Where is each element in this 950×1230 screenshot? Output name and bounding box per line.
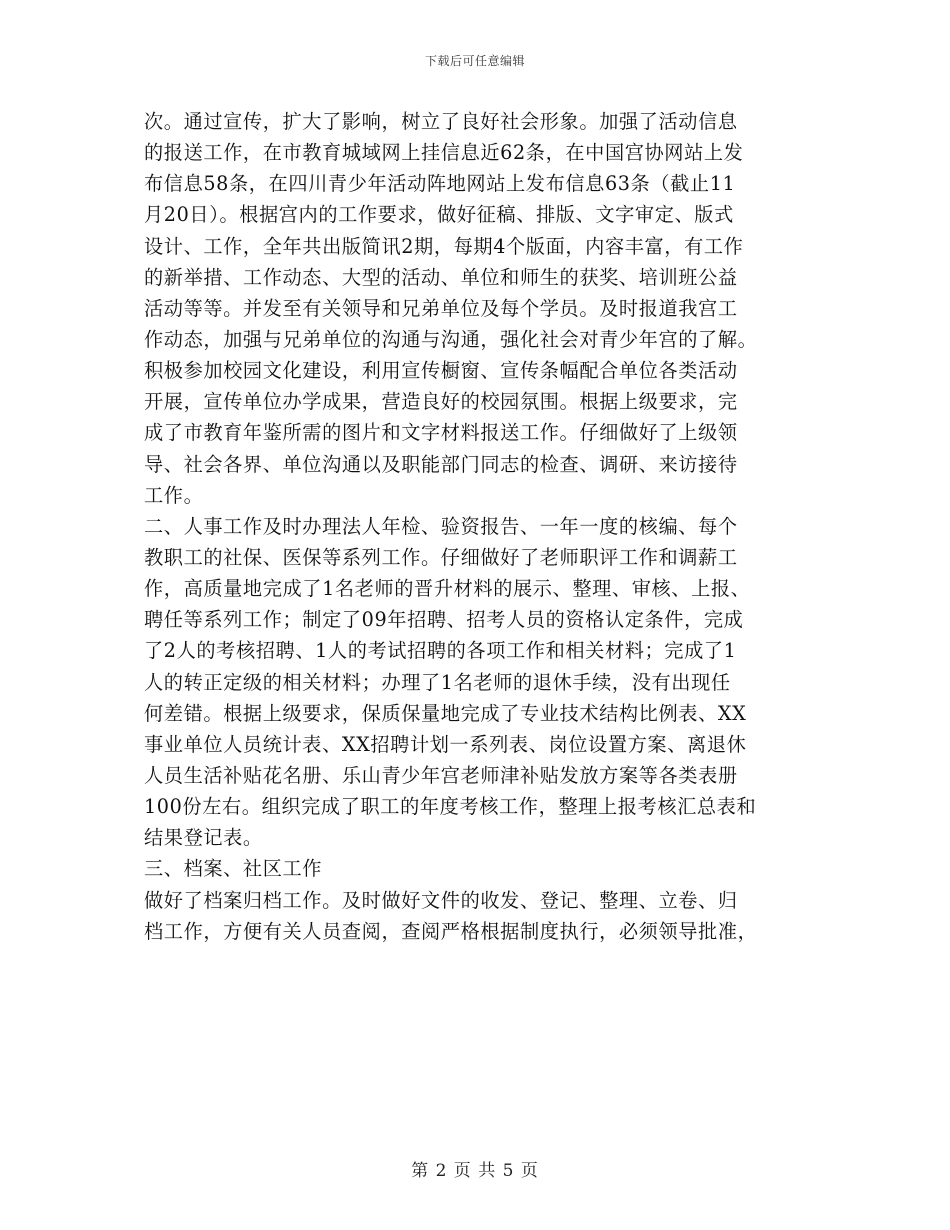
- text-line: 设计、工作，全年共出版简讯2期，每期4个版面，内容丰富，有工作: [144, 234, 744, 258]
- text-line: 人的转正定级的相关材料；办理了1名老师的退休手续，没有出现任: [144, 670, 731, 694]
- text-line: 档工作，方便有关人员查阅，查阅严格根据制度执行，必须领导批准，: [144, 919, 758, 943]
- text-line: 次。通过宣传，扩大了影响，树立了良好社会形象。加强了活动信息: [144, 110, 738, 133]
- text-line: 结果登记表。: [144, 826, 263, 850]
- text-line: 作动态，加强与兄弟单位的沟通与沟通，强化社会对青少年宫的了解。: [144, 327, 758, 351]
- text-line: 作，高质量地完成了1名老师的晋升材料的展示、整理、审核、上报、: [144, 577, 751, 601]
- page-number: 第 2 页 共 5 页: [411, 1161, 539, 1181]
- text-line: 100份左右。组织完成了职工的年度考核工作，整理上报考核汇总表和: [144, 795, 757, 819]
- text-line: 积极参加校园文化建设，利用宣传橱窗、宣传条幅配合单位各类活动: [144, 359, 738, 383]
- document-body: [144, 106, 810, 947]
- text-line: 何差错。根据上级要求，保质保量地完成了专业技术结构比例表、XX: [144, 701, 747, 725]
- text-line: 工作。: [144, 483, 204, 507]
- section-heading-personnel: 二、人事工作及时办理法人年检、验资报告、一年一度的核编、每个: [144, 514, 738, 538]
- page-header: 下载后可任意编辑: [424, 54, 525, 68]
- text-line: 事业单位人员统计表、XX招聘计划一系列表、岗位设置方案、离退休: [144, 732, 747, 756]
- text-line: 的报送工作，在市教育城域网上挂信息近62条，在中国宫协网站上发: [144, 141, 744, 165]
- text-line: 教职工的社保、医保等系列工作。仔细做好了老师职评工作和调薪工: [144, 545, 738, 569]
- text-line: 人员生活补贴花名册、乐山青少年宫老师津补贴发放方案等各类表册: [144, 763, 738, 787]
- text-line: 布信息58条，在四川青少年活动阵地网站上发布信息63条（截止11: [144, 172, 736, 196]
- text-line: 导、社会各界、单位沟通以及职能部门同志的检查、调研、来访接待: [144, 452, 738, 476]
- text-line: 了2人的考核招聘、1人的考试招聘的各项工作和相关材料；完成了1: [144, 639, 737, 663]
- section-heading-archives: 三、档案、社区工作: [144, 857, 323, 881]
- text-line: 做好了档案归档工作。及时做好文件的收发、登记、整理、立卷、归: [144, 888, 738, 912]
- text-line: 活动等等。并发至有关领导和兄弟单位及每个学员。及时报道我宫工: [144, 296, 738, 320]
- text-line: 的新举措、工作动态、大型的活动、单位和师生的获奖、培训班公益: [144, 265, 738, 289]
- text-line: 开展，宣传单位办学成果，营造良好的校园氛围。根据上级要求，完: [144, 390, 738, 414]
- text-line: 月20日）。根据宫内的工作要求，做好征稿、排版、文字审定、版式: [144, 203, 734, 227]
- text-line: 成了市教育年鉴所需的图片和文字材料报送工作。仔细做好了上级领: [144, 421, 738, 445]
- text-line: 聘任等系列工作；制定了09年招聘、招考人员的资格认定条件，完成: [144, 608, 744, 632]
